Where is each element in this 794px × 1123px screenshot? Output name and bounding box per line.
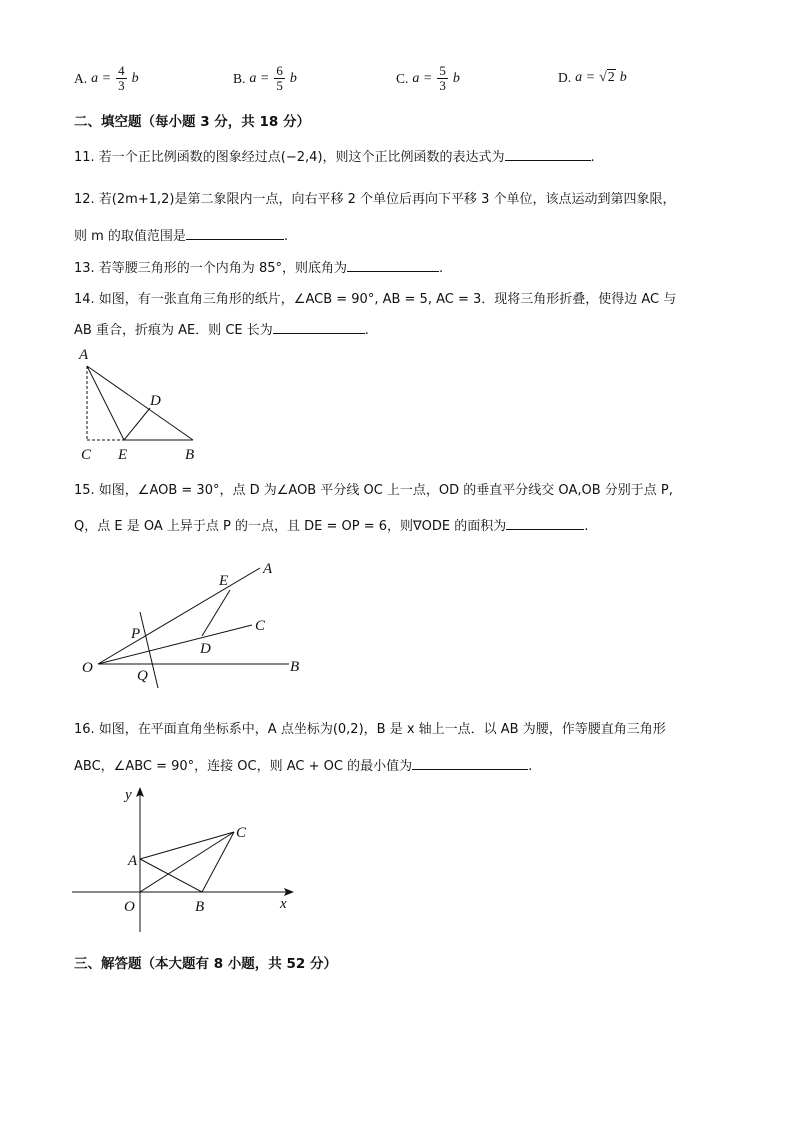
question-13-text: 13. 若等腰三角形的一个内角为 85°，则底角为 <box>74 261 347 276</box>
option-c-numerator: 5 <box>439 63 446 78</box>
label-d: D <box>150 393 161 409</box>
option-b-denominator: 5 <box>276 78 283 93</box>
segment-de <box>202 590 230 636</box>
question-15-line1: 15. 如图，∠AOB = 30°，点 D 为∠AOB 平分线 OC 上一点，OD 的垂直平分线交 OA,OB 分别于点 P, <box>74 483 673 498</box>
option-a-denominator: 3 <box>118 78 125 93</box>
question-14-line1: 14. 如图，有一张直角三角形的纸片，∠ACB = 90°, AB = 5, AC = 3．现将三角形折叠，使得边 AC 与 <box>74 292 677 307</box>
option-b-var: b <box>289 70 297 86</box>
label-c: C <box>81 447 92 463</box>
label-p: P <box>131 626 141 642</box>
question-14-end: . <box>364 323 369 338</box>
option-a-fraction <box>116 64 127 93</box>
question-11-end: . <box>590 150 595 165</box>
section-title-fill-in: 二、填空题（每小题 3 分，共 18 分） <box>74 114 310 130</box>
answer-blank-15[interactable] <box>506 515 584 530</box>
label-a: A <box>79 347 89 363</box>
edge-ed <box>124 408 150 440</box>
option-b-fraction <box>274 64 285 93</box>
answer-blank-12[interactable] <box>186 225 284 240</box>
ray-oa <box>98 568 260 664</box>
question-12-line2-text: 则 m 的取值范围是 <box>74 229 186 244</box>
option-a <box>74 64 139 93</box>
question-15-line2-text: Q，点 E 是 OA 上异于点 P 的一点，且 DE = OP = 6，则∇ODE 的面积为 <box>74 519 507 534</box>
option-c-label: C. <box>396 70 409 86</box>
label-q: Q <box>137 668 148 684</box>
label-o: O <box>124 899 135 915</box>
answer-blank-13[interactable] <box>347 257 439 272</box>
option-a-var: b <box>131 70 139 86</box>
label-a: A <box>263 561 273 577</box>
option-a-numerator: 4 <box>118 63 125 78</box>
answer-blank-16[interactable] <box>412 755 528 770</box>
question-14-line2-text: AB 重合，折痕为 AE．则 CE 长为 <box>74 323 273 338</box>
label-c: C <box>255 618 266 634</box>
label-d: D <box>200 641 211 657</box>
answer-blank-11[interactable] <box>505 146 591 161</box>
question-16-line1: 16. 如图，在平面直角坐标系中，A 点坐标为(0,2)，B 是 x 轴上一点．以 AB 为腰，作等腰直角三角形 <box>74 722 666 737</box>
segment-bc <box>202 832 234 892</box>
figure-q16-coordinate-plane <box>68 782 300 938</box>
label-a: A <box>128 853 138 869</box>
option-c-denominator: 3 <box>439 78 446 93</box>
option-d-label: D. <box>558 70 572 85</box>
label-x: x <box>280 896 287 912</box>
option-a-lhs: a = <box>91 70 112 86</box>
option-b-label: B. <box>233 70 246 86</box>
question-16-line2 <box>74 755 532 774</box>
question-15-line2 <box>74 515 588 534</box>
option-d-radicand: 2 <box>607 70 615 85</box>
edge-ab <box>87 366 193 440</box>
question-11-text: 11. 若一个正比例函数的图象经过点(−2,4)，则这个正比例函数的表达式为 <box>74 150 505 165</box>
option-c <box>396 64 460 93</box>
option-d <box>558 70 627 86</box>
question-14-line2 <box>74 319 369 338</box>
segment-oc <box>140 832 234 892</box>
option-a-label: A. <box>74 70 88 86</box>
crease-ae <box>87 366 124 440</box>
figure-q14-triangle <box>70 342 210 464</box>
option-c-fraction <box>437 64 448 93</box>
label-e: E <box>118 447 128 463</box>
segment-ab <box>140 859 202 892</box>
label-c: C <box>236 825 247 841</box>
question-12-line2 <box>74 225 288 244</box>
question-13-end: . <box>438 261 444 276</box>
label-y: y <box>125 787 132 803</box>
option-d-sqrt: √2 <box>599 70 615 85</box>
question-12-end: . <box>283 229 289 244</box>
option-b-lhs: a = <box>249 70 270 86</box>
option-d-var: b <box>619 70 627 85</box>
question-16-end: . <box>528 759 533 774</box>
option-c-lhs: a = <box>412 70 433 86</box>
figure-q15-angle <box>76 556 316 688</box>
question-13 <box>74 257 443 276</box>
answer-blank-14[interactable] <box>273 319 365 334</box>
option-b <box>233 64 297 93</box>
label-o: O <box>82 660 93 676</box>
option-d-lhs: a = <box>575 70 596 85</box>
label-b: B <box>195 899 205 915</box>
label-b: B <box>185 447 195 463</box>
option-c-var: b <box>452 70 460 86</box>
section-title-answers: 三、解答题（本大题有 8 小题，共 52 分） <box>74 956 337 972</box>
question-15-end: . <box>584 519 589 534</box>
bisector-oc <box>98 625 252 664</box>
segment-ac <box>140 832 234 859</box>
question-11 <box>74 146 595 165</box>
question-12-line1: 12. 若(2m+1,2)是第二象限内一点，向右平移 2 个单位后再向下平移 3 个单位，该点运动到第四象限， <box>74 192 676 207</box>
question-16-line2-text: ABC，∠ABC = 90°，连接 OC，则 AC + OC 的最小值为 <box>74 759 413 774</box>
label-b: B <box>290 659 300 675</box>
label-e: E <box>219 573 229 589</box>
option-b-numerator: 6 <box>276 63 283 78</box>
